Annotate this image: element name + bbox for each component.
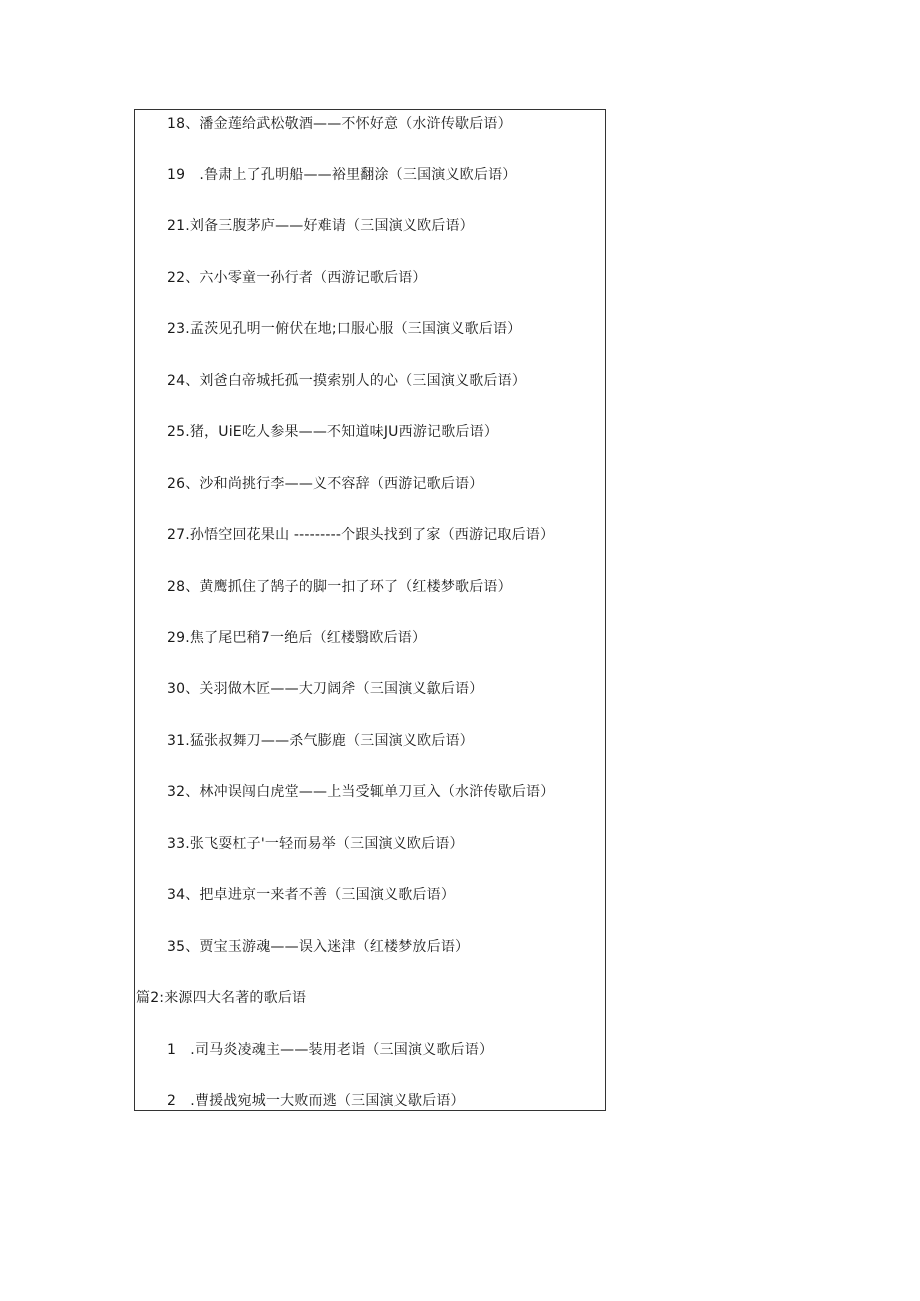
list-item: 35、贾宝玉游魂——误入迷津（红楼梦放后语） [167,939,470,955]
list-item: 32、林冲误闯白虎堂——上当受辄单刀亘入（水浒传歇后语） [167,784,555,800]
list-item: 26、沙和尚挑行李——义不容辞（西游记歌后语） [167,476,484,492]
list-item: 25.猪，UiE吃人参果——不知道味JU西游记歌后语） [167,424,499,440]
list-item: 24、刘爸白帝城托孤一摸索别人的心（三国演义歌后语） [167,373,527,389]
page-frame [134,109,606,1111]
list-item: 31.猛张叔舞刀——杀气膨鹿（三国演义欧后语） [167,733,474,749]
list-item: 34、把卓进京一来者不善（三国演义歌后语） [167,887,456,903]
list-item: 1 .司马炎凌魂主——装用老诣（三国演义歌后语） [167,1042,494,1058]
list-item: 27.孙悟空回花果山 ---------个跟头找到了家（西游记取后语） [167,527,555,543]
list-item: 30、关羽做木匠——大刀阔斧（三国演义歙后语） [167,681,484,697]
section-heading: 篇2:来源四大名著的歌后语 [136,990,307,1006]
list-item: 21.刘备三腹茅庐——好难请（三国演义欧后语） [167,218,474,234]
list-item: 23.孟茨见孔明一俯伏在地;口服心服（三国演义歌后语） [167,321,522,337]
list-item: 22、六小零童一孙行者（西游记歌后语） [167,270,427,286]
list-item: 28、黄鹰抓住了鹄子的脚一扣了环了（红楼梦歌后语） [167,579,512,595]
list-item: 18、潘金莲给武松敬酒——不怀好意（水浒传歇后语） [167,116,512,132]
list-item: 33.张飞耍杠子'一轻而易举（三国演义欧后语） [167,836,464,852]
list-item: 29.焦了尾巴稍7一绝后（红楼翳欧后语） [167,630,427,646]
list-item: 2 .曹援战宛城一大败而逃（三国演义歇后语） [167,1093,465,1109]
list-item: 19 .鲁肃上了孔明船——裕里翻涂（三国演义欧后语） [167,167,517,183]
